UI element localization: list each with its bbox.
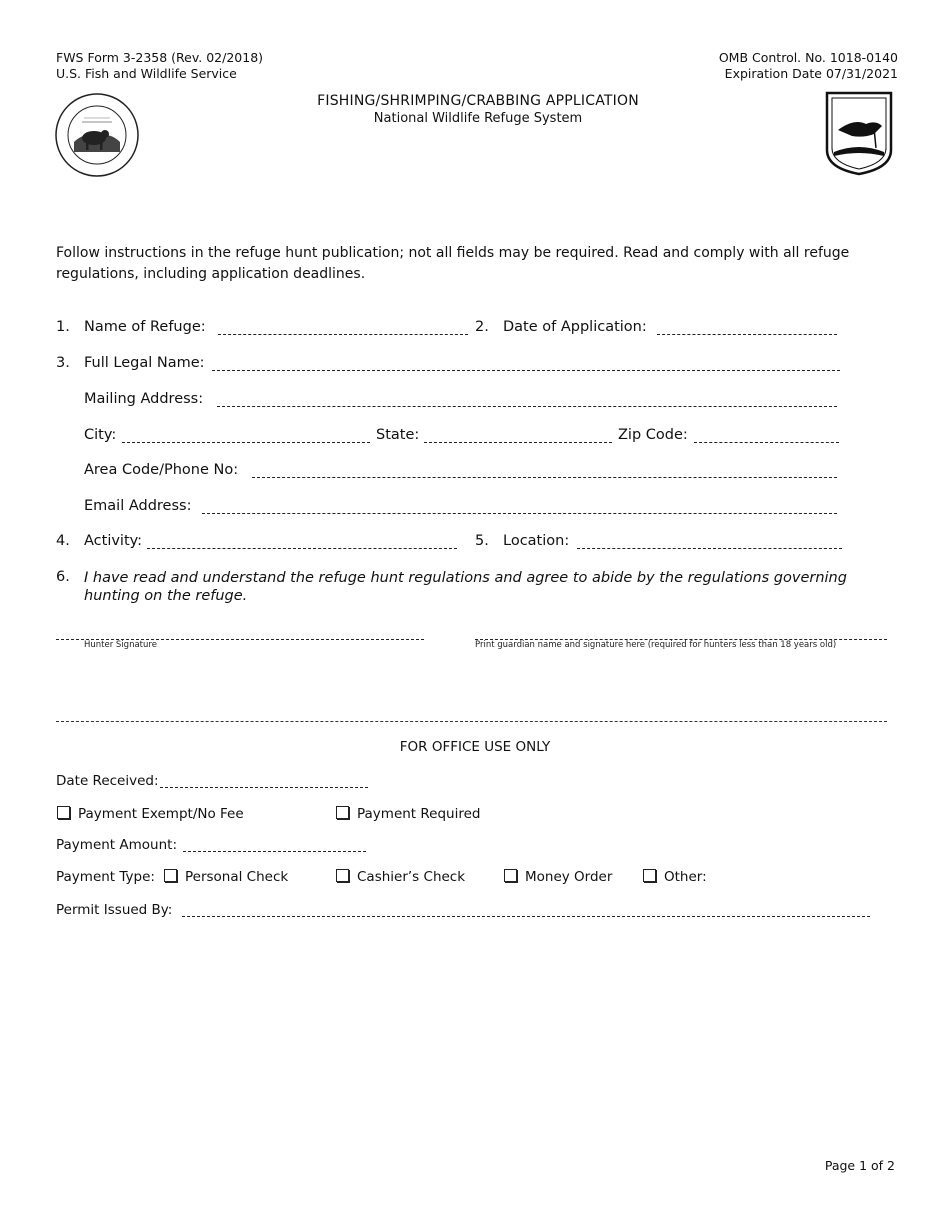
mailing-address-label: Mailing Address: — [84, 391, 204, 407]
date-received-label: Date Received: — [56, 773, 159, 789]
guardian-signature-label: Print guardian name and signature here (required for hunters less than 18 years old) — [475, 640, 837, 650]
item-number-3: 3. — [56, 355, 70, 371]
payment-type-label: Payment Type: — [56, 869, 155, 885]
form-subtitle: National Wildlife Refuge System — [373, 111, 583, 126]
activity-label: Activity: — [84, 533, 143, 549]
other-label: Other: — [664, 869, 707, 885]
payment-exempt-option[interactable] — [57, 806, 244, 822]
zip-code-field[interactable] — [694, 430, 839, 443]
item-number-2: 2. — [475, 319, 489, 335]
form-id: FWS Form 3-2358 (Rev. 02/2018) — [56, 50, 264, 65]
permit-issued-by-label: Permit Issued By: — [56, 902, 173, 918]
item-number-4: 4. — [56, 533, 70, 549]
payment-amount-field[interactable] — [183, 839, 366, 852]
money-order-label: Money Order — [525, 869, 613, 885]
cashiers-check-option[interactable] — [336, 869, 465, 885]
office-use-heading: FOR OFFICE USE ONLY — [399, 739, 551, 755]
location-field[interactable] — [577, 536, 842, 549]
date-of-application-field[interactable] — [657, 322, 837, 335]
permit-issued-by-field[interactable] — [182, 904, 870, 917]
refuge-name-label: Name of Refuge: — [84, 319, 206, 335]
refuge-name-field[interactable] — [218, 322, 468, 335]
fws-logo-icon — [824, 90, 894, 176]
expiration-date: Expiration Date 07/31/2021 — [724, 66, 898, 81]
other-checkbox[interactable] — [643, 869, 656, 882]
form-title: FISHING/SHRIMPING/CRABBING APPLICATION — [317, 93, 639, 109]
hunter-signature-field[interactable] — [56, 627, 424, 640]
section-divider — [56, 721, 887, 722]
payment-exempt-label: Payment Exempt/No Fee — [78, 806, 244, 822]
phone-field[interactable] — [252, 465, 837, 478]
payment-required-label: Payment Required — [357, 806, 481, 822]
personal-check-checkbox[interactable] — [164, 869, 177, 882]
guardian-signature-field[interactable] — [475, 627, 887, 640]
payment-exempt-checkbox[interactable] — [57, 806, 70, 819]
city-label: City: — [84, 427, 117, 443]
item-number-1: 1. — [56, 319, 70, 335]
instructions-text: Follow instructions in the refuge hunt publication; not all fields may be required. Read and comply with all refuge regulations, including application deadlines. — [56, 245, 850, 282]
money-order-option[interactable] — [504, 869, 612, 885]
cashiers-check-checkbox[interactable] — [336, 869, 349, 882]
hunter-signature-label: Hunter Signature — [84, 640, 157, 650]
payment-amount-label: Payment Amount: — [56, 837, 177, 853]
state-label: State: — [376, 427, 420, 443]
full-legal-name-label: Full Legal Name: — [84, 355, 205, 371]
omb-control: OMB Control. No. 1018-0140 — [718, 50, 898, 65]
phone-label: Area Code/Phone No: — [84, 462, 239, 478]
personal-check-label: Personal Check — [185, 869, 289, 885]
zip-code-label: Zip Code: — [618, 427, 688, 443]
payment-required-checkbox[interactable] — [336, 806, 349, 819]
email-address-field[interactable] — [202, 501, 837, 514]
page-number: Page 1 of 2 — [824, 1158, 895, 1173]
state-field[interactable] — [424, 430, 612, 443]
payment-required-option[interactable] — [336, 806, 480, 822]
item-number-5: 5. — [475, 533, 489, 549]
agency-name: U.S. Fish and Wildlife Service — [56, 66, 237, 81]
email-address-label: Email Address: — [84, 498, 192, 514]
activity-field[interactable] — [147, 536, 457, 549]
other-option[interactable] — [643, 869, 707, 885]
money-order-checkbox[interactable] — [504, 869, 517, 882]
certification-statement: I have read and understand the refuge hunt regulations and agree to abide by the regulations governing hunting on the refuge. — [84, 570, 847, 604]
city-field[interactable] — [122, 430, 370, 443]
cashiers-check-label: Cashier’s Check — [357, 869, 466, 885]
date-of-application-label: Date of Application: — [503, 319, 647, 335]
location-label: Location: — [503, 533, 570, 549]
mailing-address-field[interactable] — [217, 394, 837, 407]
full-legal-name-field[interactable] — [212, 358, 840, 371]
date-received-field[interactable] — [160, 775, 368, 788]
personal-check-option[interactable] — [164, 869, 288, 885]
item-number-6: 6. — [56, 569, 70, 585]
